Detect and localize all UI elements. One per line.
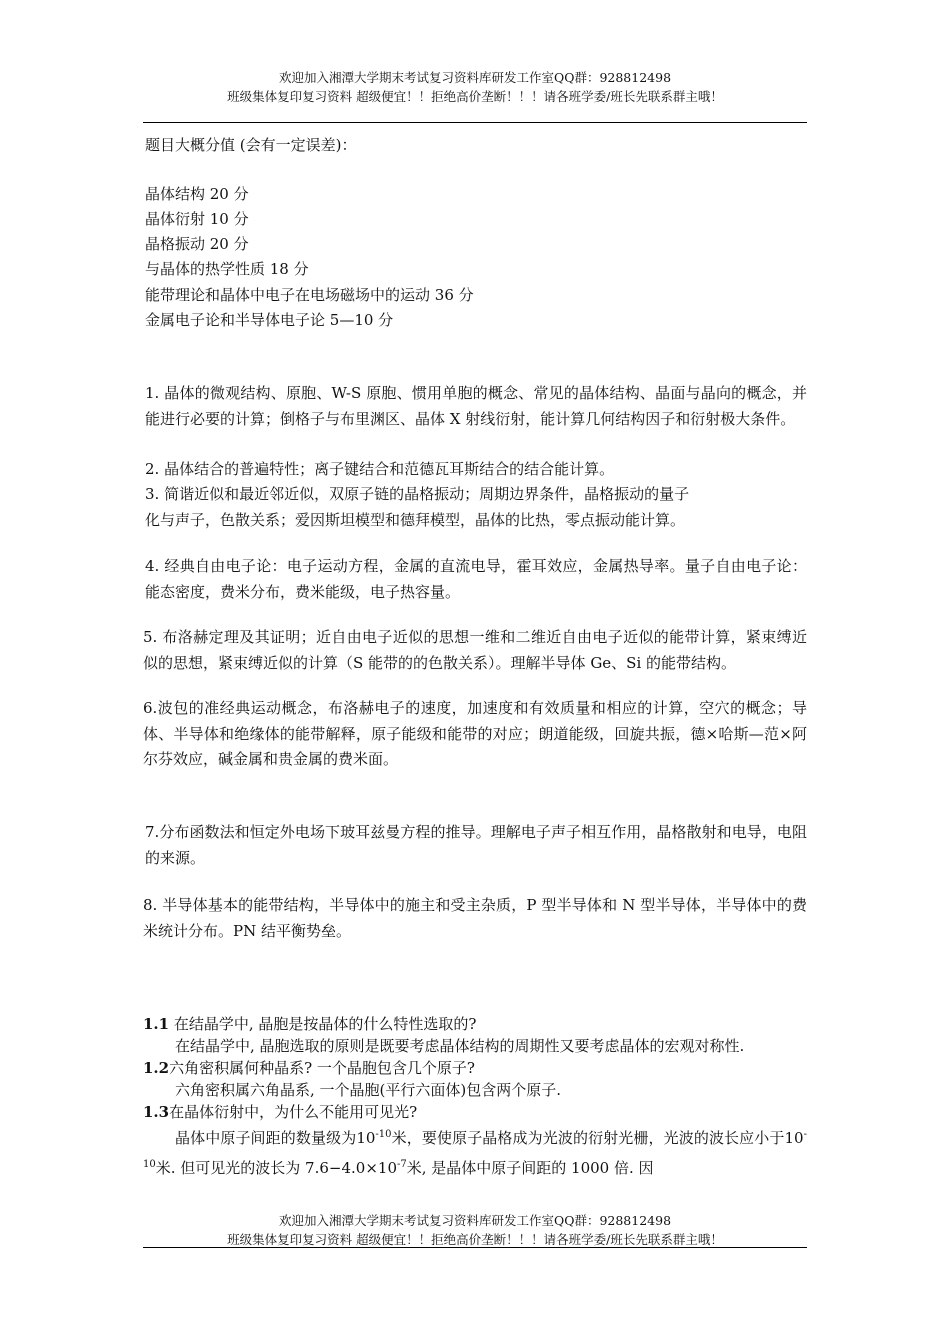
outline-item-2: 2. 晶体结合的普遍特性；离子键结合和范德瓦耳斯结合的结合能计算。 [145, 460, 615, 478]
question-2 [143, 1057, 807, 1079]
answer-text: 米，要使原子晶格成为光波的衍射光栅，光波的波长应小于 [391, 1129, 785, 1147]
question-number: 1.2 [143, 1059, 170, 1077]
exponent: -7 [397, 1159, 407, 1170]
answer-text: 六角密积属六角晶系, 一个晶胞(平行六面体)包含两个原子. [175, 1081, 562, 1099]
outline-item-6: 6.波包的准经典运动概念，布洛赫电子的速度，加速度和有效质量和相应的计算，空穴的概念；导体、半导体和绝缘体的能带解释，原子能级和能带的对应；朗道能级，回旋共振，德×哈斯—范×阿尔芬效应，碱金属和贵金属的费米面。 [143, 699, 807, 768]
question-1 [143, 1013, 807, 1035]
header-line-2: 班级集体复印复习资料 超级便宜！！拒绝高价垄断！！！请各班学委/班长先联系群主哦！ [227, 89, 723, 104]
question-3 [143, 1101, 807, 1123]
question-text: 在结晶学中, 晶胞是按晶体的什么特性选取的? [173, 1015, 477, 1033]
question-number: 1.3 [143, 1103, 170, 1121]
outline-item-5: 5. 布洛赫定理及其证明；近自由电子近似的思想一维和二维近自由电子近似的能带计算，紧束缚近似的思想，紧束缚近似的计算（S 能带的的色散关系）。理解半导体 Ge、Si 的能带结构。 [143, 628, 807, 672]
header-divider [143, 122, 807, 123]
question-text: 在晶体衍射中，为什么不能用可见光? [169, 1103, 418, 1121]
outline-item-8: 8. 半导体基本的能带结构，半导体中的施主和受主杂质，P 型半导体和 N 型半导体，半导体中的费米统计分布。PN 结平衡势垒。 [143, 896, 807, 940]
qa-section [143, 1013, 807, 1183]
outline-item-3a: 3. 简谐近似和最近邻近似，双原子链的晶格振动；周期边界条件，晶格振动的量子 [145, 485, 690, 503]
answer-1 [143, 1035, 807, 1057]
footer-line-2: 班级集体复印复习资料 超级便宜！！拒绝高价垄断！！！请各班学委/班长先联系群主哦！ [227, 1232, 723, 1247]
power-base: 10 [356, 1129, 376, 1147]
question-text: 六角密积属何种晶系? 一个晶胞包含几个原子? [169, 1059, 475, 1077]
outline-item-1: 1. 晶体的微观结构、原胞、W-S 原胞、惯用单胞的概念、常见的晶体结构、晶面与晶向的概念，并能进行必要的计算；倒格子与布里渊区、晶体 X 射线衍射，能计算几何结构因子和衍射极大条件。 [145, 384, 807, 428]
score-item: 晶格振动 20 分 [145, 235, 249, 253]
header-line-1: 欢迎加入湘潭大学期末考试复习资料库研发工作室QQ群：928812498 [278, 70, 672, 85]
scores-title: 题目大概分值 (会有一定误差)： [145, 136, 357, 154]
exponent: -10 [143, 1129, 807, 1170]
answer-2 [143, 1079, 807, 1101]
answer-text: 米. 但可见光的波长为 7.6−4.0 [155, 1159, 366, 1177]
exponent: -10 [375, 1129, 392, 1140]
outline-item-3b: 化与声子，色散关系；爱因斯坦模型和德拜模型，晶体的比热，零点振动能计算。 [145, 511, 686, 529]
answer-3 [143, 1123, 807, 1183]
page-header [143, 68, 807, 106]
power-base: 10 [377, 1159, 397, 1177]
footer-line-1: 欢迎加入湘潭大学期末考试复习资料库研发工作室QQ群：928812498 [278, 1213, 672, 1228]
score-item: 与晶体的热学性质 18 分 [145, 260, 309, 278]
answer-text: 米, 是晶体中原子间距的 1000 倍. 因 [406, 1159, 654, 1177]
page-footer [143, 1211, 807, 1249]
footer-divider [143, 1247, 807, 1248]
question-number: 1.1 [143, 1015, 170, 1033]
answer-text: 在结晶学中, 晶胞选取的原则是既要考虑晶体结构的周期性又要考虑晶体的宏观对称性. [175, 1037, 745, 1055]
times-sign: × [365, 1159, 378, 1177]
score-item: 晶体衍射 10 分 [145, 210, 249, 228]
outline-item-4: 4. 经典自由电子论：电子运动方程，金属的直流电导，霍耳效应，金属热导率。量子自由电子论：能态密度，费米分布，费米能级，电子热容量。 [145, 557, 807, 601]
score-item: 晶体结构 20 分 [145, 185, 249, 203]
outline-item-7: 7.分布函数法和恒定外电场下玻耳兹曼方程的推导。理解电子声子相互作用，晶格散射和电导，电阻的来源。 [145, 823, 807, 867]
score-item: 金属电子论和半导体电子论 5—10 分 [145, 311, 394, 329]
score-item: 能带理论和晶体中电子在电场磁场中的运动 36 分 [145, 286, 474, 304]
power-base: 10 [784, 1129, 804, 1147]
answer-text: 晶体中原子间距的数量级为 [175, 1129, 357, 1147]
